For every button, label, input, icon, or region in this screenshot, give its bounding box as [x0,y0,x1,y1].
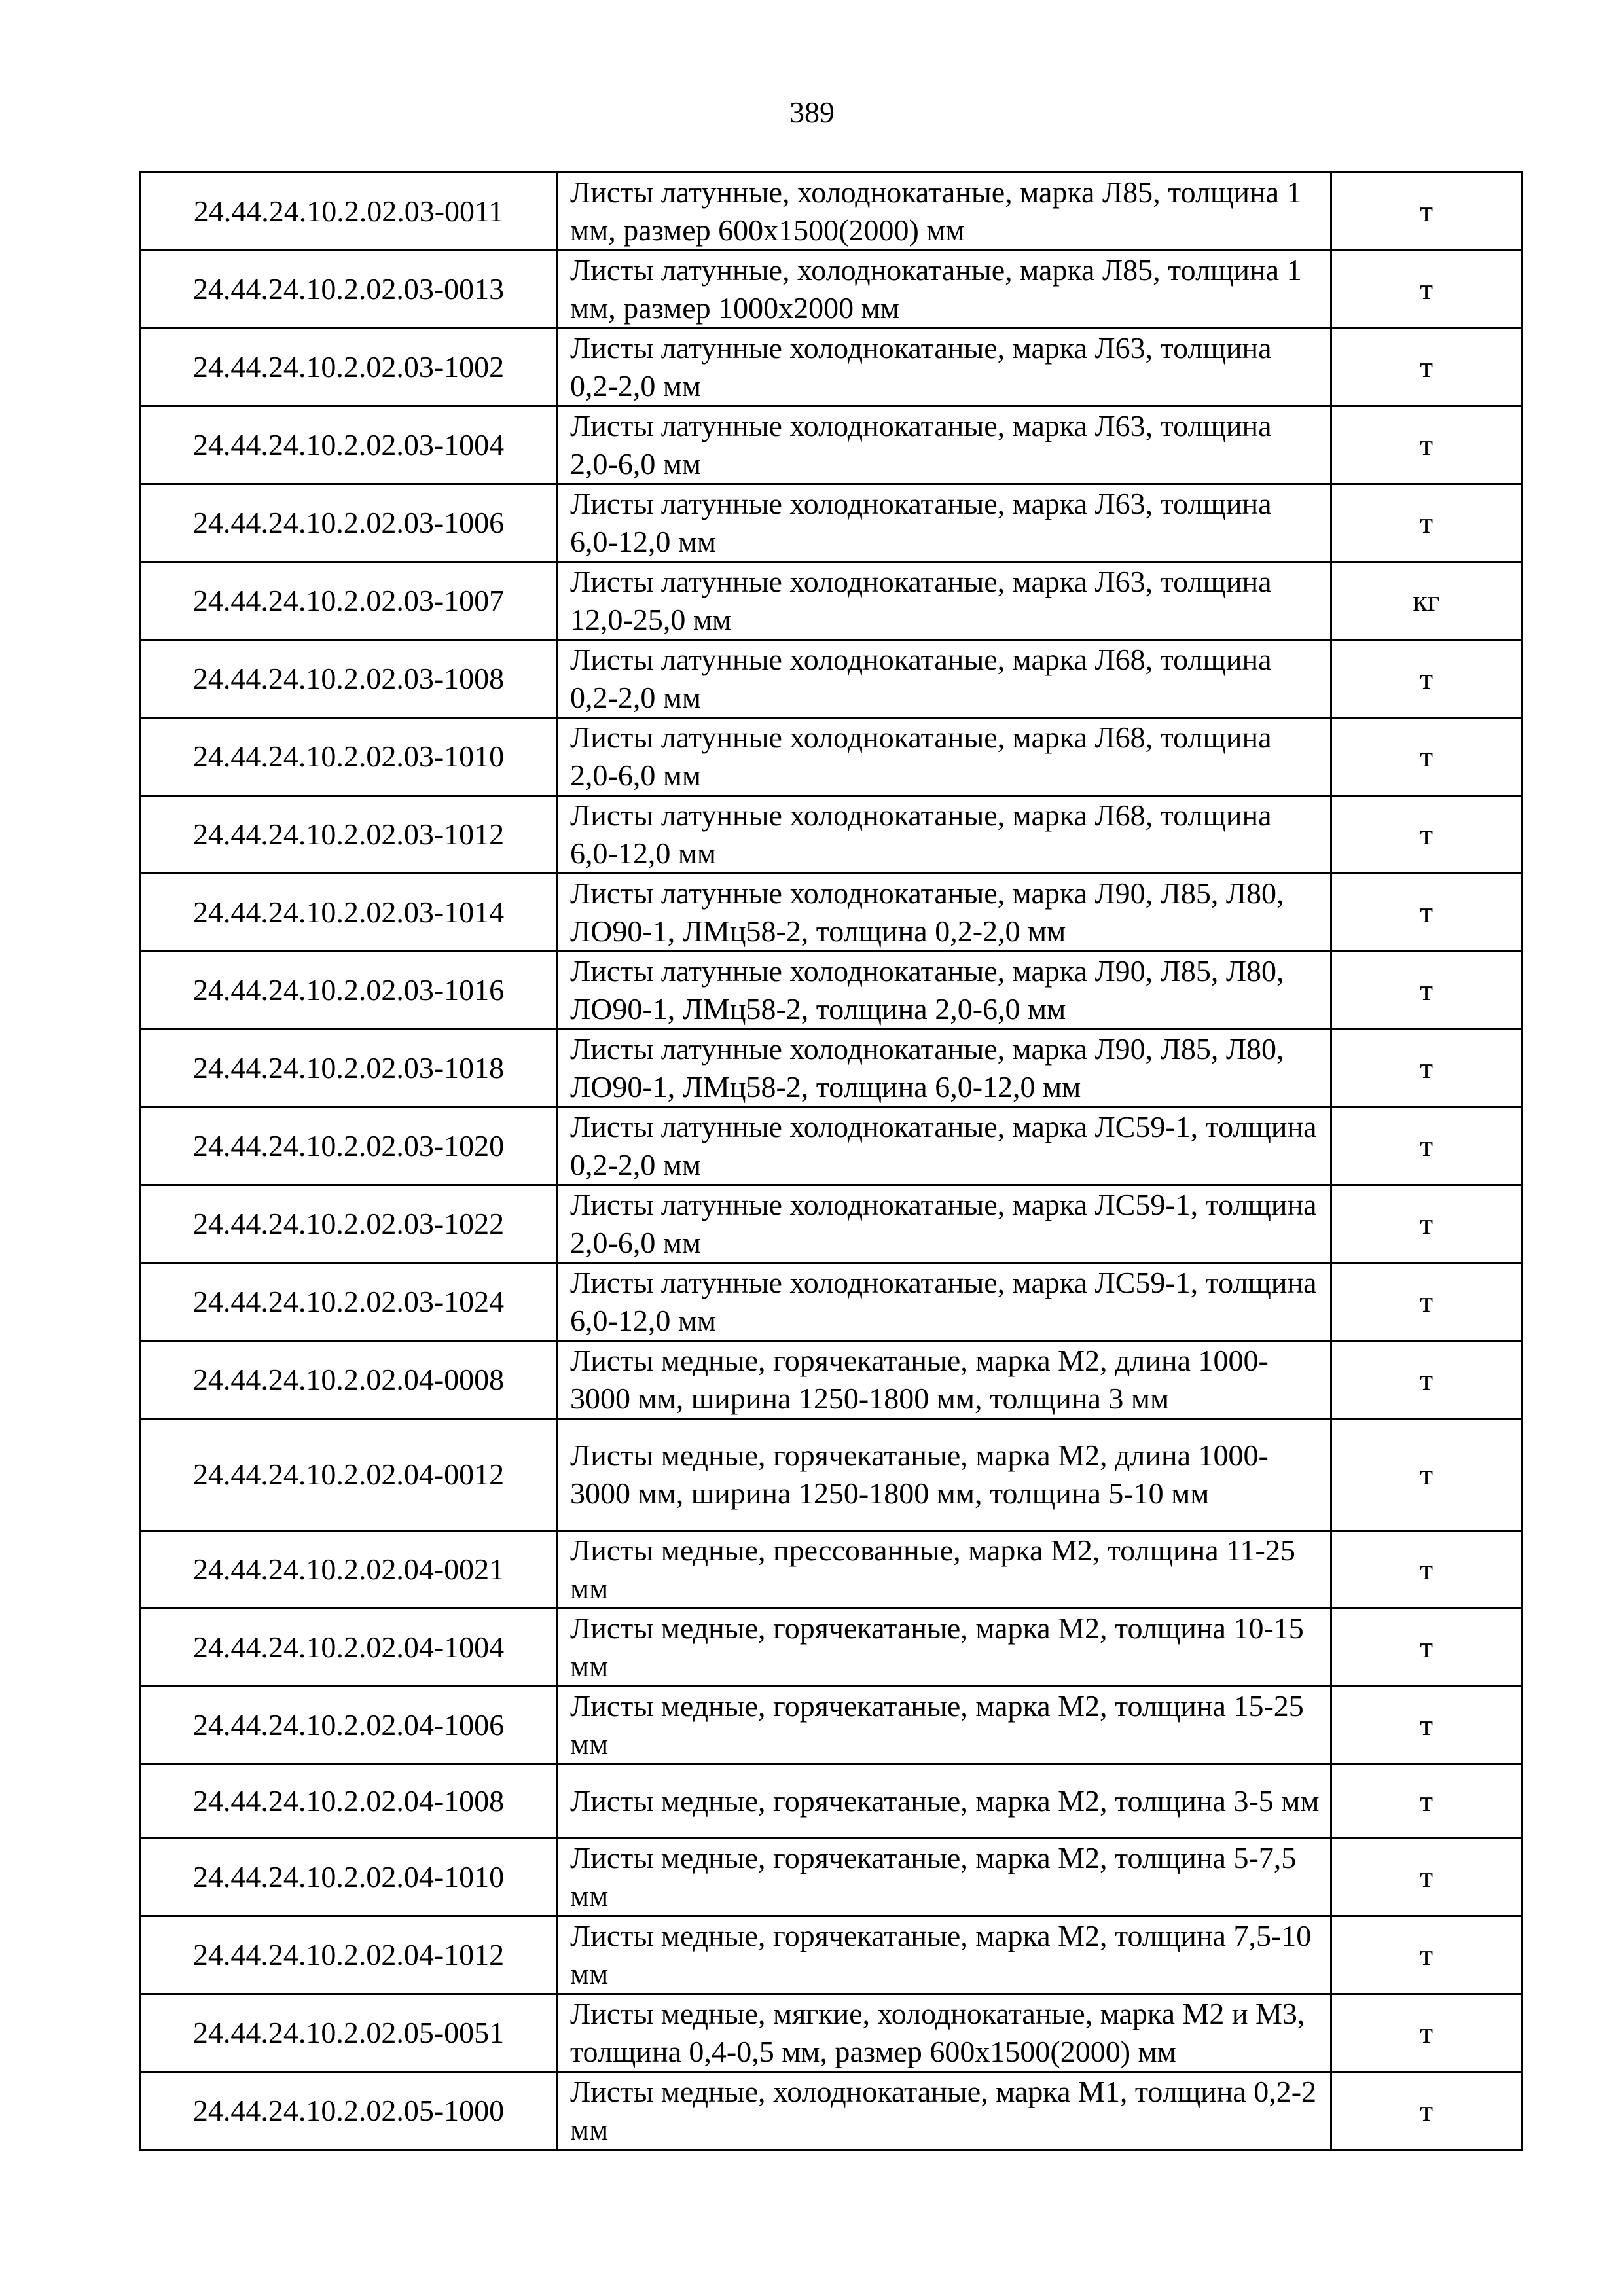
resource-code: 24.44.24.10.2.02.03-0013 [140,251,558,329]
resource-code: 24.44.24.10.2.02.03-1018 [140,1030,558,1107]
resource-code: 24.44.24.10.2.02.03-1014 [140,874,558,952]
table-row [140,1263,1522,1341]
table-row [140,1185,1522,1263]
table-row [140,1107,1522,1185]
resource-code: 24.44.24.10.2.02.03-1008 [140,640,558,718]
resource-description: Листы латунные холоднокатаные, марка Л63, толщина 6,0-12,0 мм [558,484,1331,562]
materials-table [139,171,1523,2151]
resource-code: 24.44.24.10.2.02.03-1006 [140,484,558,562]
resource-code: 24.44.24.10.2.02.03-1024 [140,1263,558,1341]
resource-code: 24.44.24.10.2.02.04-1012 [140,1916,558,1994]
measure-unit: т [1331,1419,1522,1531]
resource-description: Листы латунные, холоднокатаные, марка Л85, толщина 1 мм, размер 1000x2000 мм [558,251,1331,329]
table-row [140,1687,1522,1765]
measure-unit: т [1331,173,1522,251]
measure-unit: т [1331,796,1522,874]
resource-code: 24.44.24.10.2.02.03-1016 [140,952,558,1030]
measure-unit: т [1331,952,1522,1030]
table-row [140,718,1522,796]
resource-code: 24.44.24.10.2.02.04-1004 [140,1609,558,1687]
measure-unit: т [1331,1687,1522,1765]
resource-code: 24.44.24.10.2.02.03-1004 [140,406,558,484]
resource-description: Листы медные, горячекатаные, марка М2, длина 1000-3000 мм, ширина 1250-1800 мм, толщина 3 мм [558,1341,1331,1419]
resource-description: Листы медные, горячекатаные, марка М2, толщина 10-15 мм [558,1609,1331,1687]
measure-unit: т [1331,1839,1522,1916]
resource-code: 24.44.24.10.2.02.04-0021 [140,1531,558,1609]
measure-unit: т [1331,1030,1522,1107]
resource-code: 24.44.24.10.2.02.03-1020 [140,1107,558,1185]
table-row [140,1916,1522,1994]
measure-unit: т [1331,1263,1522,1341]
measure-unit: т [1331,1107,1522,1185]
resource-description: Листы медные, горячекатаные, марка М2, толщина 7,5-10 мм [558,1916,1331,1994]
table-row [140,329,1522,406]
resource-description: Листы латунные холоднокатаные, марка ЛС59-1, толщина 0,2-2,0 мм [558,1107,1331,1185]
resource-description: Листы латунные холоднокатаные, марка Л90, Л85, Л80, ЛО90-1, ЛМц58-2, толщина 2,0-6,0 мм [558,952,1331,1030]
resource-description: Листы латунные холоднокатаные, марка Л68, толщина 2,0-6,0 мм [558,718,1331,796]
table-row [140,1994,1522,2072]
table-row [140,796,1522,874]
resource-description: Листы латунные холоднокатаные, марка Л63, толщина 2,0-6,0 мм [558,406,1331,484]
resource-description: Листы латунные холоднокатаные, марка Л68, толщина 0,2-2,0 мм [558,640,1331,718]
resource-description: Листы медные, горячекатаные, марка М2, толщина 5-7,5 мм [558,1839,1331,1916]
measure-unit: т [1331,1531,1522,1609]
resource-description: Листы латунные холоднокатаные, марка Л90, Л85, Л80, ЛО90-1, ЛМц58-2, толщина 6,0-12,0 мм [558,1030,1331,1107]
resource-description: Листы латунные, холоднокатаные, марка Л85, толщина 1 мм, размер 600x1500(2000) мм [558,173,1331,251]
measure-unit: т [1331,1609,1522,1687]
table-row [140,1419,1522,1531]
table-row [140,406,1522,484]
resource-code: 24.44.24.10.2.02.03-1007 [140,562,558,640]
table-row [140,251,1522,329]
measure-unit: т [1331,251,1522,329]
resource-code: 24.44.24.10.2.02.03-1010 [140,718,558,796]
table-row [140,1765,1522,1839]
resource-description: Листы медные, горячекатаные, марка М2, длина 1000-3000 мм, ширина 1250-1800 мм, толщина 5-10 мм [558,1419,1331,1531]
resource-description: Листы медные, горячекатаные, марка М2, толщина 15-25 мм [558,1687,1331,1765]
resource-code: 24.44.24.10.2.02.05-1000 [140,2072,558,2150]
table-row [140,952,1522,1030]
table-row [140,173,1522,251]
resource-code: 24.44.24.10.2.02.04-1010 [140,1839,558,1916]
measure-unit: т [1331,1765,1522,1839]
table-row [140,1531,1522,1609]
measure-unit: т [1331,406,1522,484]
measure-unit: т [1331,329,1522,406]
table-row [140,1839,1522,1916]
resource-description: Листы латунные холоднокатаные, марка Л90, Л85, Л80, ЛО90-1, ЛМц58-2, толщина 0,2-2,0 мм [558,874,1331,952]
measure-unit: т [1331,1916,1522,1994]
table-row [140,1609,1522,1687]
measure-unit: т [1331,640,1522,718]
table-row [140,484,1522,562]
measure-unit: т [1331,484,1522,562]
resource-code: 24.44.24.10.2.02.03-0011 [140,173,558,251]
resource-description: Листы латунные холоднокатаные, марка Л63, толщина 0,2-2,0 мм [558,329,1331,406]
table-row [140,2072,1522,2150]
resource-description: Листы латунные холоднокатаные, марка Л68, толщина 6,0-12,0 мм [558,796,1331,874]
resource-description: Листы медные, холоднокатаные, марка М1, толщина 0,2-2 мм [558,2072,1331,2150]
table-row [140,562,1522,640]
measure-unit: т [1331,874,1522,952]
resource-code: 24.44.24.10.2.02.04-0012 [140,1419,558,1531]
table-row [140,1341,1522,1419]
table-row [140,1030,1522,1107]
resource-code: 24.44.24.10.2.02.03-1012 [140,796,558,874]
resource-description: Листы латунные холоднокатаные, марка ЛС59-1, толщина 6,0-12,0 мм [558,1263,1331,1341]
table-row [140,874,1522,952]
measure-unit: т [1331,2072,1522,2150]
page-number: 389 [789,96,835,129]
resource-code: 24.44.24.10.2.02.03-1002 [140,329,558,406]
resource-code: 24.44.24.10.2.02.04-1006 [140,1687,558,1765]
resource-description: Листы медные, мягкие, холоднокатаные, марка М2 и М3, толщина 0,4-0,5 мм, размер 600x1500(2000) мм [558,1994,1331,2072]
measure-unit: т [1331,718,1522,796]
measure-unit: кг [1331,562,1522,640]
resource-description: Листы латунные холоднокатаные, марка ЛС59-1, толщина 2,0-6,0 мм [558,1185,1331,1263]
table-row [140,640,1522,718]
resource-description: Листы медные, горячекатаные, марка М2, толщина 3-5 мм [558,1765,1331,1839]
resource-code: 24.44.24.10.2.02.03-1022 [140,1185,558,1263]
resource-code: 24.44.24.10.2.02.04-1008 [140,1765,558,1839]
measure-unit: т [1331,1341,1522,1419]
measure-unit: т [1331,1185,1522,1263]
resource-code: 24.44.24.10.2.02.04-0008 [140,1341,558,1419]
resource-code: 24.44.24.10.2.02.05-0051 [140,1994,558,2072]
resource-description: Листы латунные холоднокатаные, марка Л63, толщина 12,0-25,0 мм [558,562,1331,640]
measure-unit: т [1331,1994,1522,2072]
resource-description: Листы медные, прессованные, марка М2, толщина 11-25 мм [558,1531,1331,1609]
